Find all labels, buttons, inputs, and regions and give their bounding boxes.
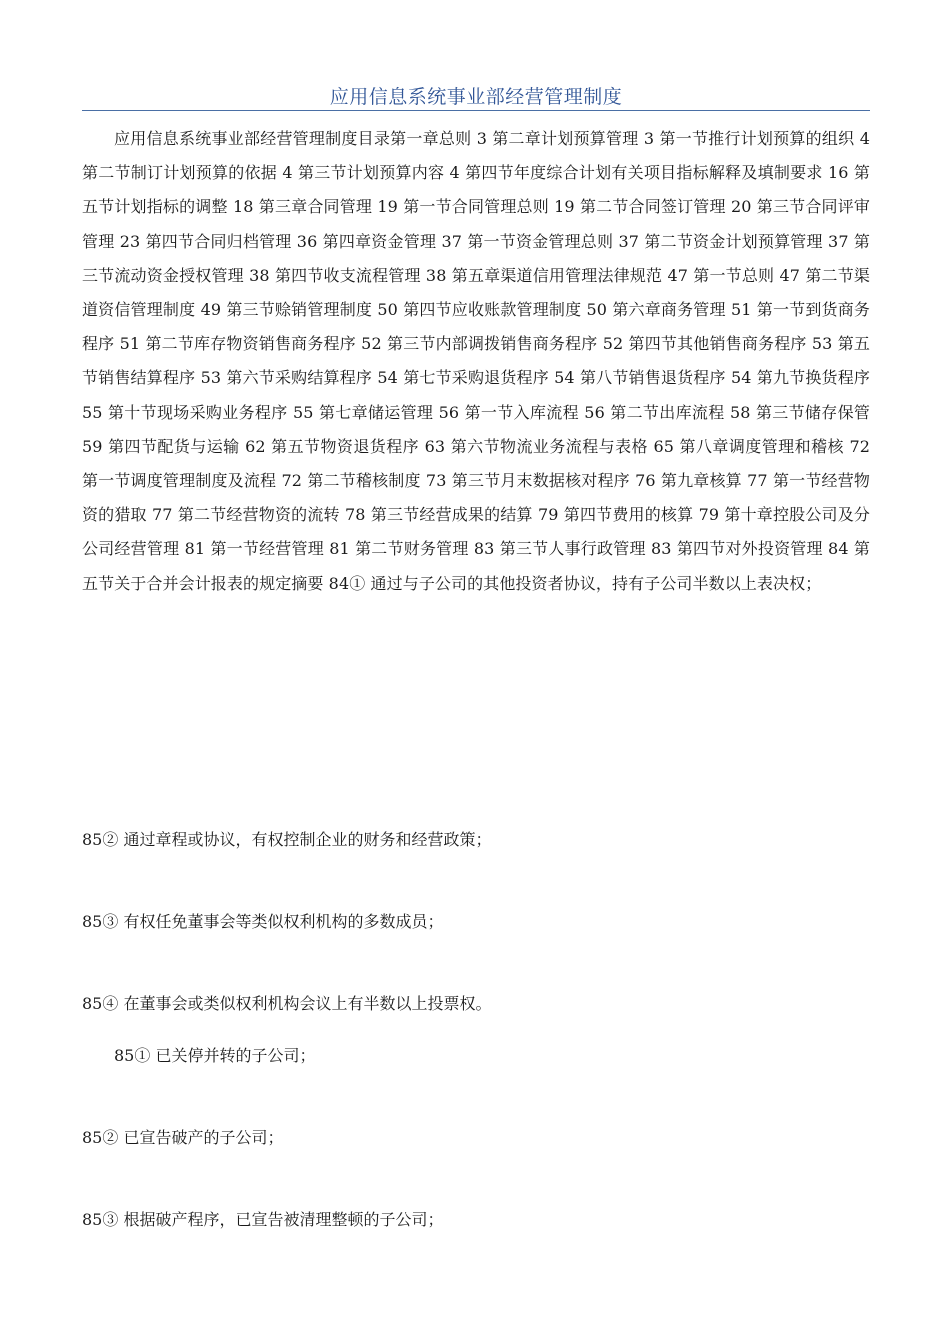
paragraph-clause-2: 85② 通过章程或协议，有权控制企业的财务和经营政策；	[82, 830, 492, 849]
paragraph-clause-4: 85④ 在董事会或类似权利机构会议上有半数以上投票权。	[82, 994, 492, 1013]
paragraph-clause-3: 85③ 有权任免董事会等类似权利机构的多数成员；	[82, 912, 444, 931]
paragraph-exclusion-2: 85② 已宣告破产的子公司；	[82, 1128, 284, 1147]
paragraph-exclusion-3: 85③ 根据破产程序，已宣告被清理整顿的子公司；	[82, 1210, 444, 1229]
table-of-contents-paragraph: 应用信息系统事业部经营管理制度目录第一章总则 3 第二章计划预算管理 3 第一节推行计划预算的组织 4 第二节制订计划预算的依据 4 第三节计划预算内容 4 第四节年度综合计划有关项目指标解释及填制要求 16 第五节计划指标的调整 18 第三章合同管理 19 第一节合同管理总则 19 第二节合同签订管理 20 第三节合同评审管理 23 第四节合同归档管理 36 第四章资金管理 37 第一节资金管理总则 37 第二节资金计划预算管理 37 第三节流动资金授权管理 38 第四节收支流程管理 38 第五章渠道信用管理法律规范 47 第一节总则 47 第二节渠道资信管理制度 49 第三节赊销管理制度 50 第四节应收账款管理制度 50 第六章商务管理 51 第一节到货商务程序 51 第二节库存物资销售商务程序 52 第三节内部调拨销售商务程序 52 第四节其他销售商务程序 53 第五节销售结算程序 53 第六节采购结算程序 54 第七节采购退货程序 54 第八节销售退货程序 54 第九节换货程序 55 第十节现场采购业务程序 55 第七章储运管理 56 第一节入库流程 56 第二节出库流程 58 第三节储存保管 59 第四节配货与运输 62 第五节物资退货程序 63 第六节物流业务流程与表格 65 第八章调度管理和稽核 72 第一节调度管理制度及流程 72 第二节稽核制度 73 第三节月末数据核对程序 76 第九章核算 77 第一节经营物资的猎取 77 第二节经营物资的流转 78 第三节经营成果的结算 79 第四节费用的核算 79 第十章控股公司及分公司经营管理 81 第一节经营管理 81 第二节财务管理 83 第三节人事行政管理 83 第四节对外投资管理 84 第五节关于合并会计报表的规定摘要 84① 通过与子公司的其他投资者协议，持有子公司半数以上表决权；	[82, 129, 870, 593]
paragraph-exclusion-1: 85① 已关停并转的子公司；	[114, 1046, 316, 1065]
page-header	[82, 80, 870, 111]
document-title: 应用信息系统事业部经营管理制度	[329, 86, 623, 108]
